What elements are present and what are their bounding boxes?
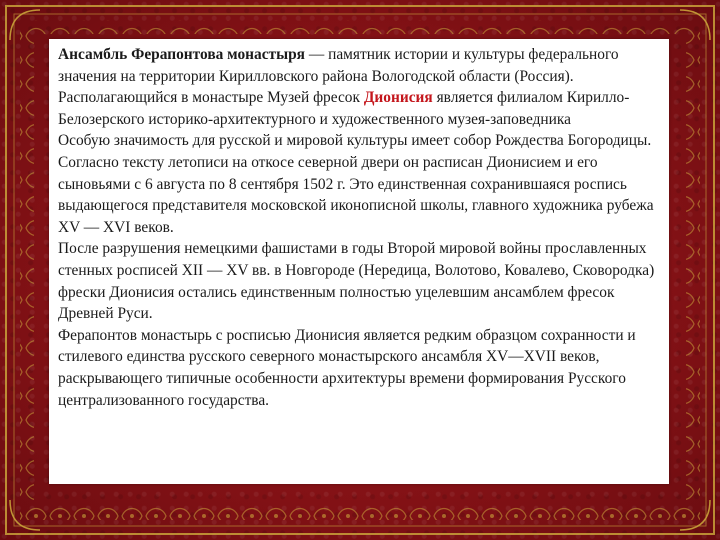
top-ornament-band [20, 20, 700, 34]
paragraph-monastery-significance: Ферапонтов монастырь с росписью Дионисия является редким образцом сохранности и стилевого единства русского северного монастырского ансамбля XV—XVII веков, раскрывающего типичные особенности архитектуры времени формирования Русского централизованного государства. [58, 326, 636, 409]
paragraph-cathedral: Особую значимость для русской и мировой культуры имеет собор Рождества Богородицы. [58, 132, 652, 150]
paragraph-ensemble-rest: является филиалом Кирилло-Белозерского историко-архитектурного и художественного музея-заповедника [58, 89, 630, 128]
text-panel [49, 39, 669, 484]
left-ornament-band [20, 34, 34, 506]
paragraph-war-destruction: После разрушения немецкими фашистами в годы Второй мировой войны прославленных стенных росписей XII — XV вв. в Новгороде (Нередица, Волотово, Ковалево, Сковородка) фрески Дионисия остались единственным полностью уцелевшим ансамблем фресок Древней Руси. [58, 240, 655, 323]
bold-term: Ансамбль Ферапонтова монастыря [58, 46, 306, 63]
bottom-ornament-band [20, 506, 700, 520]
body-text [58, 44, 661, 411]
paragraph-ensemble-intro: — памятник истории и культуры федерального значения на территории Кирилловского района Вологодской области (Россия). Располагающийся в монастыре Музей фресок [58, 46, 619, 107]
right-ornament-band [686, 34, 700, 506]
paragraph-chronicle: Согласно тексту летописи на откосе северной двери он расписан Дионисием и его сыновьями с 6 августа по 8 сентября 1502 г. Это единственная сохранившаяся роспись выдающегося представителя московской иконописной школы, главного художника рубежа XV — XVI веков. [58, 153, 654, 236]
highlight-name: Дионисия [363, 89, 433, 107]
paragraph-ensemble [58, 44, 661, 130]
